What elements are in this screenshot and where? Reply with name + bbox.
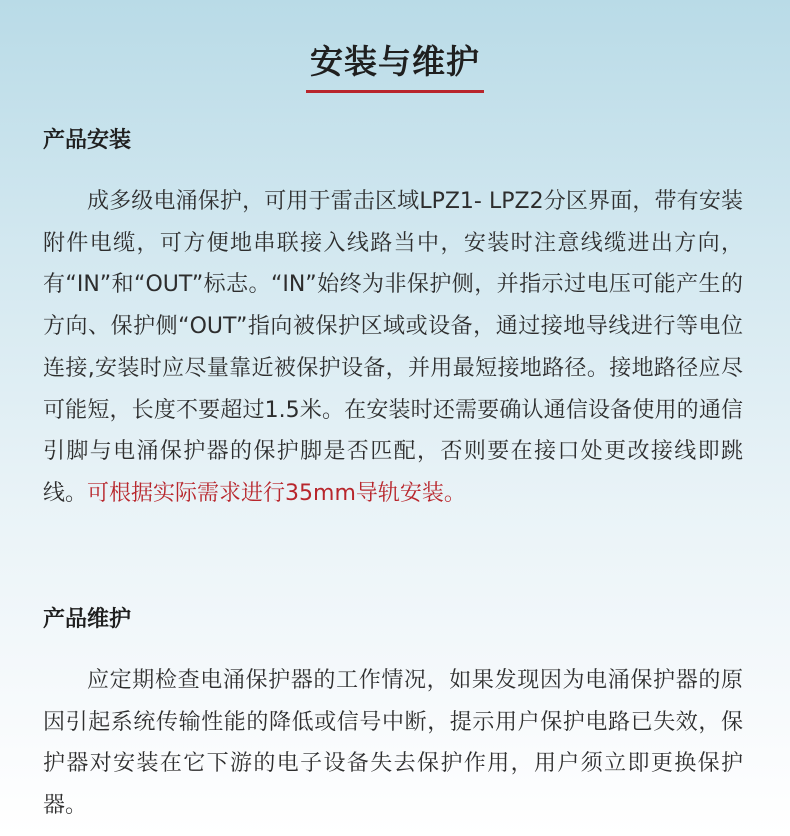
installation-body-text: 成多级电涌保护，可用于雷击区域LPZ1- LPZ2分区界面，带有安装附件电缆，可方便地串联接入线路当中，安装时注意线缆进出方向，有“IN”和“OUT”标志。“IN”始终为非保护侧，并指示过电压可能产生的方向、保护侧“OUT”指向被保护区域或设备，通过接地导线进行等电位连接,安装时应尽量靠近被保护设备，并用最短接地路径。接地路径应尽可能短，长度不要超过1.5米。在安装时还需要确认通信设备使用的通信引脚与电涌保护器的保护脚是否匹配，否则要在接口处更改接线即跳线。 bbox=[43, 189, 743, 506]
installation-heading: 产品安装 bbox=[43, 128, 132, 153]
maintenance-heading: 产品维护 bbox=[43, 607, 132, 632]
maintenance-paragraph bbox=[43, 660, 743, 827]
installation-highlight-text: 可根据实际需求进行35mm导轨安装。 bbox=[87, 480, 466, 506]
installation-paragraph bbox=[43, 181, 743, 515]
maintenance-body-text: 应定期检查电涌保护器的工作情况，如果发现因为电涌保护器的原因引起系统传输性能的降低或信号中断，提示用户保护电路已失效，保护器对安装在它下游的电子设备失去保护作用，用户须立即更换保护器。 bbox=[43, 668, 743, 819]
page-title: 安装与维护 bbox=[306, 40, 484, 93]
title-container bbox=[0, 40, 790, 93]
